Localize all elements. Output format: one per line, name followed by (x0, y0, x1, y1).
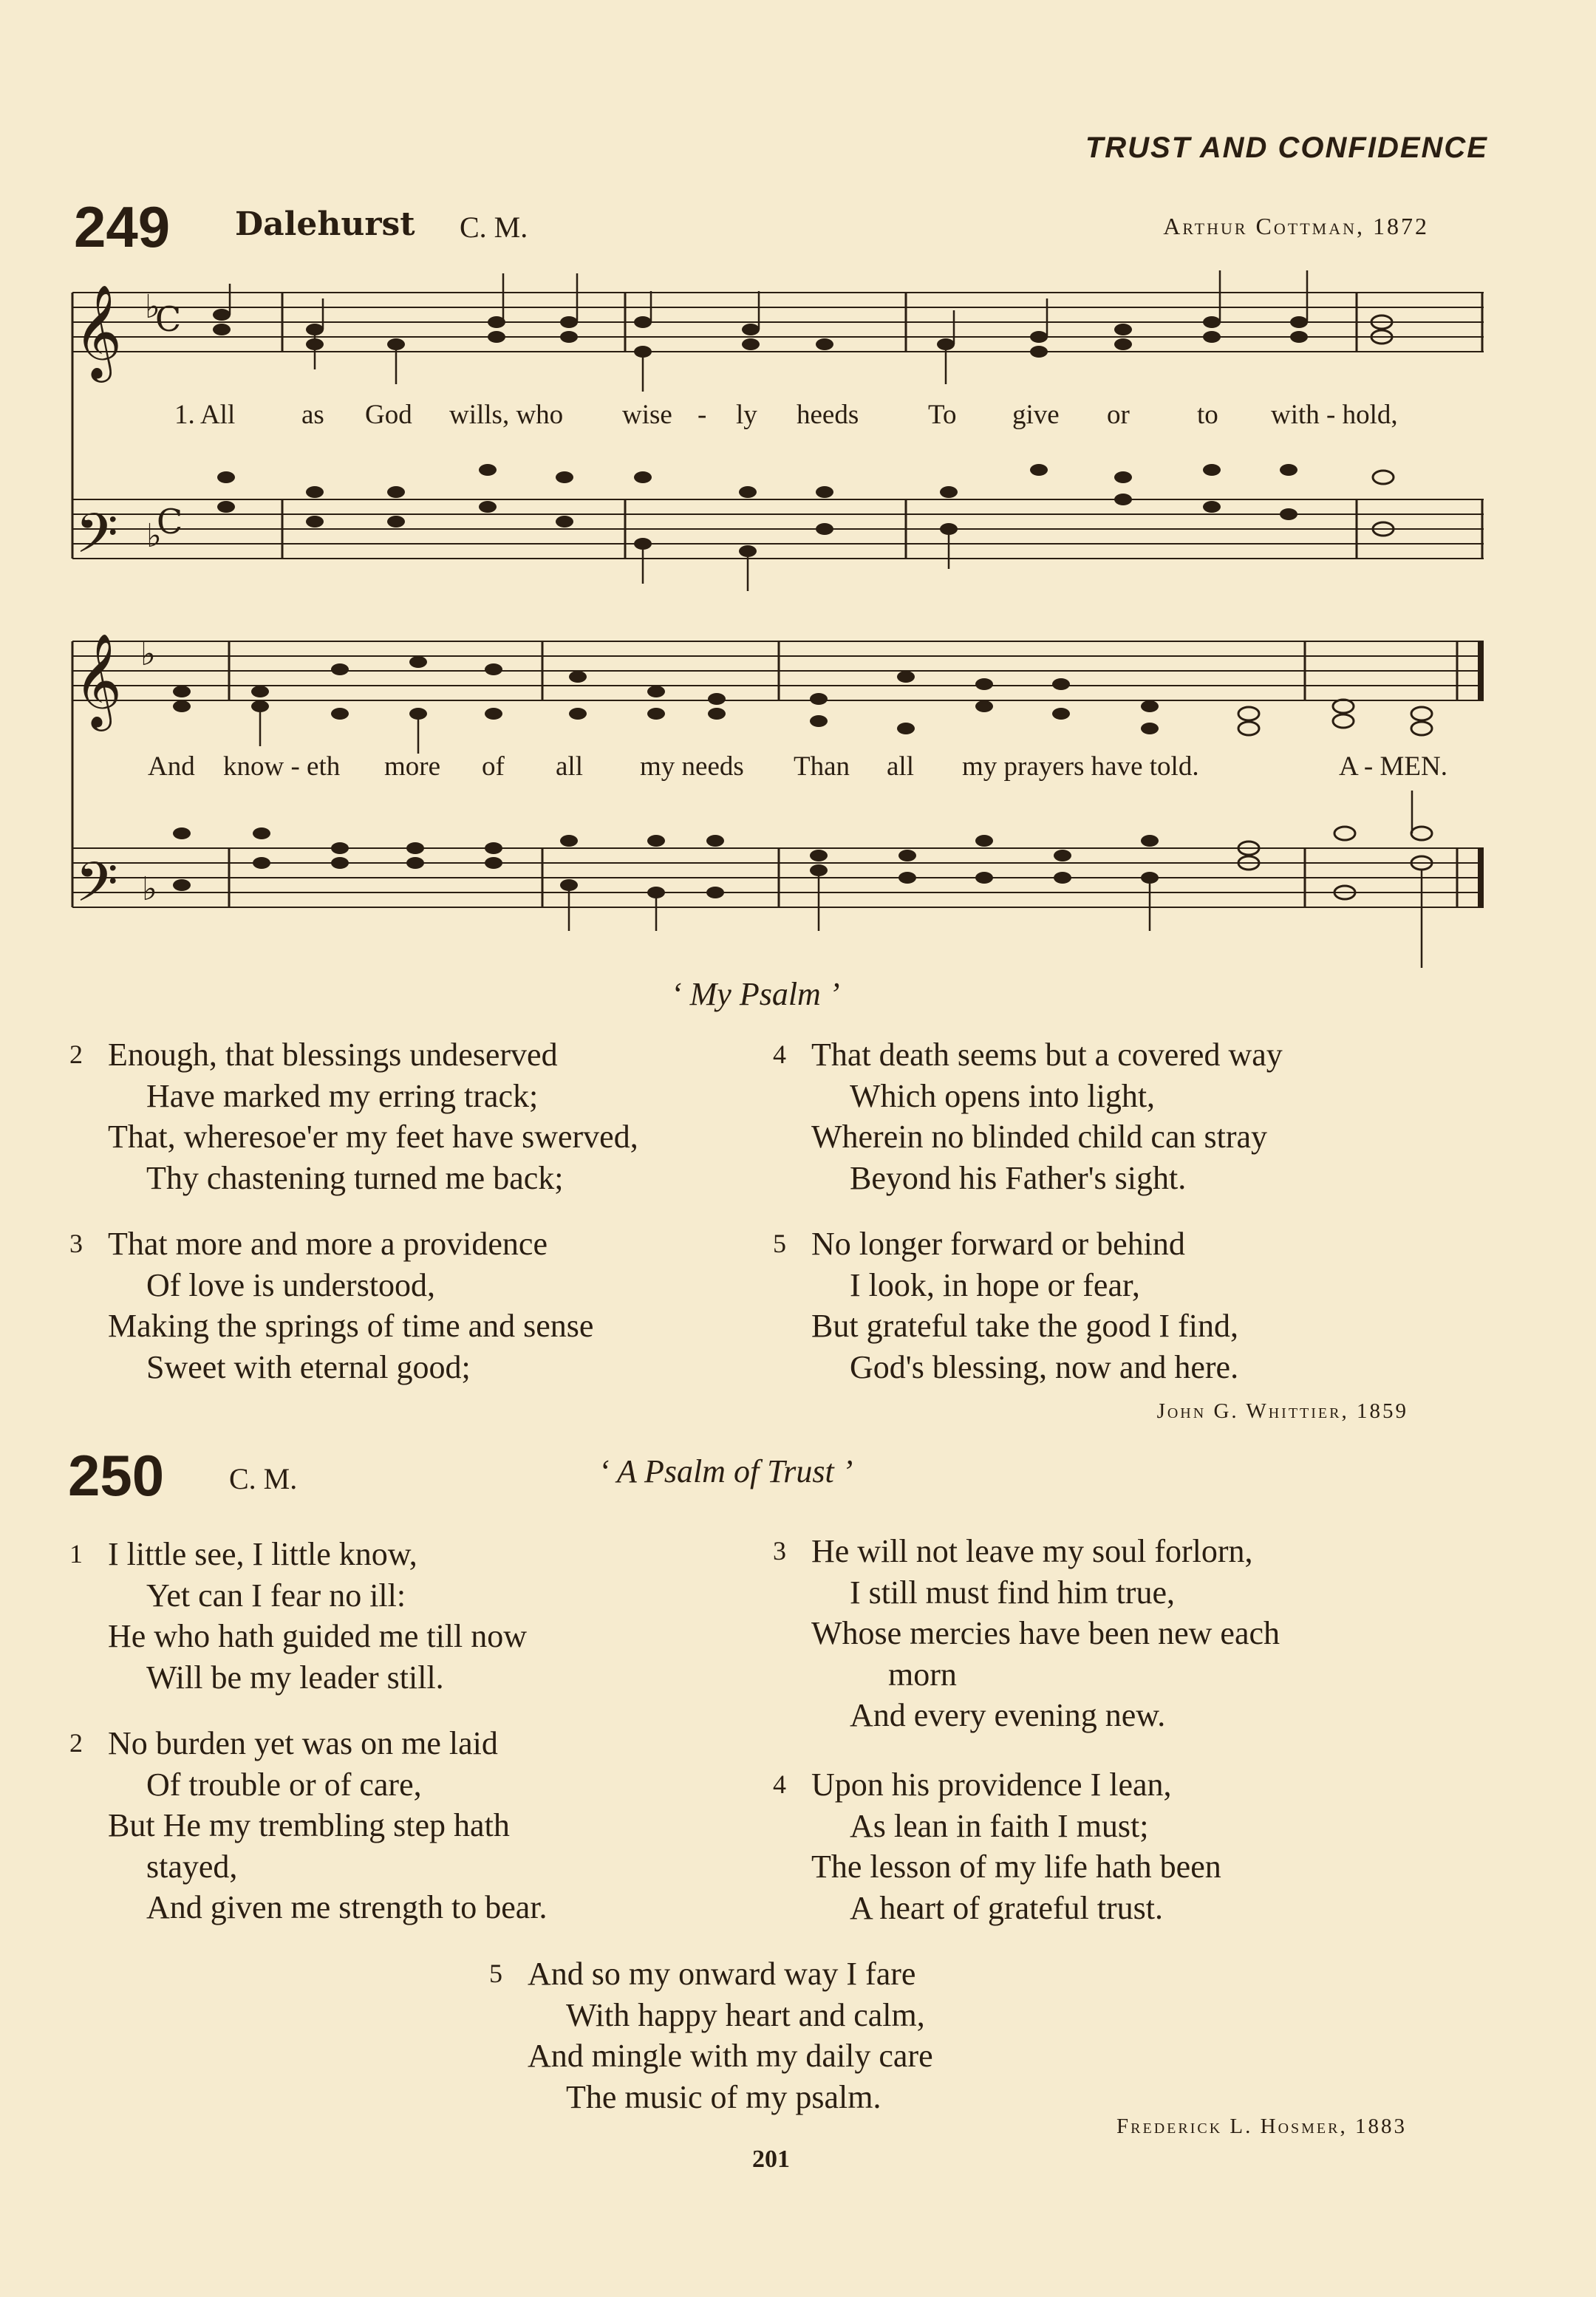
stanza-number: 3 (69, 1229, 83, 1258)
stanza-line: He will not leave my soul forlorn, (811, 1533, 1253, 1569)
lyric-1-11: to (1197, 400, 1218, 430)
lyric-1-4: wise (622, 400, 672, 430)
running-head: TRUST AND CONFIDENCE (1085, 132, 1488, 164)
stanza-line: I little see, I little know, (108, 1536, 417, 1572)
svg-text:♭: ♭ (140, 635, 156, 673)
stanza-line: That more and more a providence (108, 1226, 548, 1262)
stanza-250-1 (69, 1534, 528, 1698)
stanza-line: No burden yet was on me laid (108, 1725, 498, 1761)
stanza-line: Making the springs of time and sense (108, 1308, 594, 1344)
lyric-1-3: wills, who (449, 400, 564, 430)
stanza-line: I still must find him true, (850, 1574, 1175, 1611)
lyric-2-5: my needs (640, 751, 744, 782)
stanza-line: Of love is understood, (146, 1266, 436, 1303)
lyric-1-7: heeds (797, 400, 859, 430)
stanza-line: That, wheresoe'er my feet have swerved, (108, 1119, 638, 1155)
lyric-2-8: my prayers have told. (962, 751, 1199, 782)
lyric-2-2: more (384, 751, 441, 782)
stanza-250-3 (773, 1531, 1280, 1736)
stanza-number: 3 (773, 1536, 786, 1566)
stanza-number: 4 (773, 1040, 786, 1069)
stanza-line: Upon his providence I lean, (811, 1767, 1172, 1803)
stanza-line: And so my onward way I fare (528, 1956, 916, 1992)
svg-text:𝄢: 𝄢 (75, 502, 118, 579)
stanza-number: 5 (773, 1229, 786, 1258)
lyric-2-7: all (887, 751, 914, 782)
stanza-line: Enough, that blessings undeserved (108, 1037, 558, 1073)
hymn-number-249: 249 (74, 194, 171, 259)
stanza-line: Wherein no blinded child can stray (811, 1119, 1268, 1155)
svg-text:♭: ♭ (142, 870, 157, 908)
stanza-line: But He my trembling step hath (108, 1807, 510, 1843)
stanza-line: Which opens into light, (850, 1077, 1156, 1114)
stanza-249-3 (69, 1223, 594, 1388)
svg-text:C: C (155, 299, 182, 339)
lyric-1-9: give (1012, 400, 1060, 430)
stanza-250-5 (489, 1953, 933, 2117)
hymn-250-author: Frederick L. Hosmer, 1883 (1116, 2115, 1407, 2138)
stanza-line: Yet can I fear no ill: (146, 1577, 406, 1614)
stanza-line: No longer forward or behind (811, 1226, 1185, 1262)
lyric-1-12: with - hold, (1271, 400, 1398, 430)
hymn-249-meter: C. M. (460, 211, 528, 244)
composer: Arthur Cottman, 1872 (1163, 213, 1429, 239)
lyric-1-8: To (928, 400, 957, 430)
hymn-number-250: 250 (68, 1443, 165, 1508)
stanza-line: And given me strength to bear. (146, 1889, 548, 1925)
stanza-line: As lean in faith I must; (850, 1807, 1149, 1844)
stanza-line: Will be my leader still. (146, 1659, 444, 1696)
stanza-line: He who hath guided me till now (108, 1618, 528, 1654)
stanza-line: And mingle with my daily care (528, 2038, 933, 2074)
lyric-2-1: know - eth (223, 751, 341, 782)
stanza-250-4 (773, 1764, 1221, 1928)
lyric-1-5: - (698, 400, 707, 430)
svg-text:𝄞: 𝄞 (74, 284, 123, 378)
lyric-2-3: of (482, 751, 505, 782)
stanza-line: God's blessing, now and here. (850, 1348, 1239, 1385)
stanza-line: But grateful take the good I find, (811, 1308, 1238, 1344)
stanza-line: The lesson of my life hath been (811, 1849, 1221, 1885)
stanza-249-2 (69, 1034, 638, 1198)
lyric-1-1: as (301, 400, 324, 430)
stanza-line: Beyond his Father's sight. (850, 1159, 1187, 1196)
stanza-line: That death seems but a covered way (811, 1037, 1283, 1073)
stanza-249-5 (773, 1223, 1239, 1388)
lyric-1-10: or (1107, 400, 1130, 430)
stanza-line: Thy chastening turned me back; (146, 1159, 564, 1196)
lyric-2-6: Than (794, 751, 850, 782)
music-score (0, 0, 1596, 975)
stanza-line: With happy heart and calm, (566, 1996, 925, 2033)
stanza-number: 2 (69, 1040, 83, 1069)
stanza-line: stayed, (146, 1848, 238, 1885)
stanza-line: And every evening new. (850, 1697, 1166, 1733)
hymn-250-title: ‘ A Psalm of Trust ’ (598, 1453, 853, 1489)
tune-name: Dalehurst (235, 205, 415, 243)
lyric-1-6: ly (736, 400, 757, 430)
hymn-249-title: ‘ My Psalm ’ (671, 976, 840, 1012)
stanza-line: Of trouble or of care, (146, 1766, 422, 1803)
stanza-line: A heart of grateful trust. (850, 1889, 1163, 1926)
stanza-line: Sweet with eternal good; (146, 1348, 471, 1385)
svg-text:𝄢: 𝄢 (75, 850, 118, 928)
stanza-line: Have marked my erring track; (146, 1077, 539, 1114)
hymn-249-author: John G. Whittier, 1859 (1156, 1399, 1408, 1423)
svg-text:C: C (157, 502, 183, 542)
stanza-number: 2 (69, 1728, 83, 1758)
stanza-line: I look, in hope or fear, (850, 1266, 1140, 1303)
stanza-249-4 (773, 1034, 1283, 1198)
hymn-250-meter: C. M. (229, 1462, 298, 1495)
stanza-number: 1 (69, 1539, 83, 1569)
lyric-2-0: And (148, 751, 195, 782)
stanza-line: Whose mercies have been new each (811, 1615, 1280, 1651)
lyric-2-4: all (556, 751, 583, 782)
stanza-250-2 (69, 1723, 548, 1928)
svg-text:♭: ♭ (145, 288, 160, 326)
svg-text:♭: ♭ (146, 517, 162, 555)
stanza-number: 4 (773, 1769, 786, 1799)
lyric-1-2: God (365, 400, 412, 430)
page-number: 201 (752, 2146, 790, 2173)
stanza-number: 5 (489, 1959, 502, 1988)
lyric-2-9: A - MEN. (1339, 751, 1447, 782)
lyric-1-0: 1. All (174, 400, 236, 430)
stanza-line: morn (888, 1656, 957, 1693)
svg-text:𝄞: 𝄞 (74, 632, 123, 727)
stanza-line: The music of my psalm. (566, 2078, 881, 2115)
